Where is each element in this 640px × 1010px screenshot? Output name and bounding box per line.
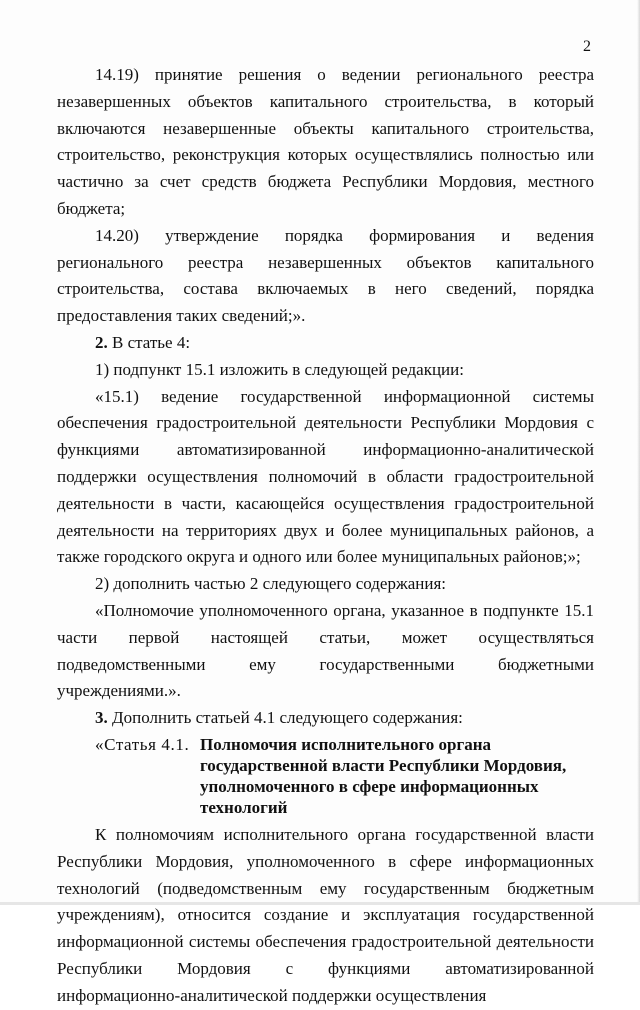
article-4-1-title-block bbox=[57, 734, 594, 818]
paragraph-14-20: 14.20) утверждение порядка формирования и ведения регионального реестра незавершенных объектов капитального строительства, состава включаемых в него сведений, порядка предоставления таких сведений;». bbox=[57, 225, 594, 326]
paragraph-subitem-1: 1) подпункт 15.1 изложить в следующей редакции: bbox=[95, 359, 464, 379]
document-body bbox=[57, 62, 594, 1010]
paragraph-14-19: 14.19) принятие решения о ведении регионального реестра незавершенных объектов капитального строительства, в который включаются незавершенные объекты капитального строительства, строительство, реконструкция которых осуществлялись полностью или частично за счет средств бюджета Республики Мордовия, местного бюджета; bbox=[57, 65, 594, 218]
article-label: «Статья 4.1. bbox=[95, 734, 190, 754]
item-text-3: Дополнить статьей 4.1 следующего содержания: bbox=[107, 708, 463, 728]
page-number: 2 bbox=[583, 38, 591, 55]
paragraph-subitem-2: 2) дополнить частью 2 следующего содержания: bbox=[95, 574, 446, 594]
paragraph-article-4-heading bbox=[57, 330, 594, 357]
item-text-2: В статье 4: bbox=[107, 332, 191, 352]
paragraph-authority: «Полномочие уполномоченного органа, указанное в подпункте 15.1 части первой настоящей статьи, может осуществляться подведомственными ему государственными бюджетными учреждениями.». bbox=[57, 600, 594, 701]
item-number-3: 3. bbox=[95, 708, 108, 728]
paragraph-article-4-1-heading bbox=[57, 705, 594, 732]
article-title: Полномочия исполнительного органа государственной власти Республики Мордовия, уполномоченного в сфере информационных технологий bbox=[200, 734, 567, 817]
item-number-2: 2. bbox=[95, 332, 108, 352]
paragraph-15-1: «15.1) ведение государственной информационной системы обеспечения градостроительной деятельности Республики Мордовия с функциями автоматизированной информационно-аналитической поддержки осуществления полномочий в области градостроительной деятельности в части, касающейся осуществления градостроительной деятельности на территориях двух и более муниципальных районов, а также городского округа и одного или более муниципальных районов;»; bbox=[57, 386, 594, 567]
paragraph-article-4-1-body: К полномочиям исполнительного органа государственной власти Республики Мордовия, уполномоченного в сфере информационных технологий (подведомственным ему государственным бюджетным учреждениям), относится создание и эксплуатация государственной информационной системы обеспечения градостроительной деятельности Республики Мордовия с функциями автоматизированной информационно-аналитической поддержки осуществления bbox=[57, 824, 594, 1005]
